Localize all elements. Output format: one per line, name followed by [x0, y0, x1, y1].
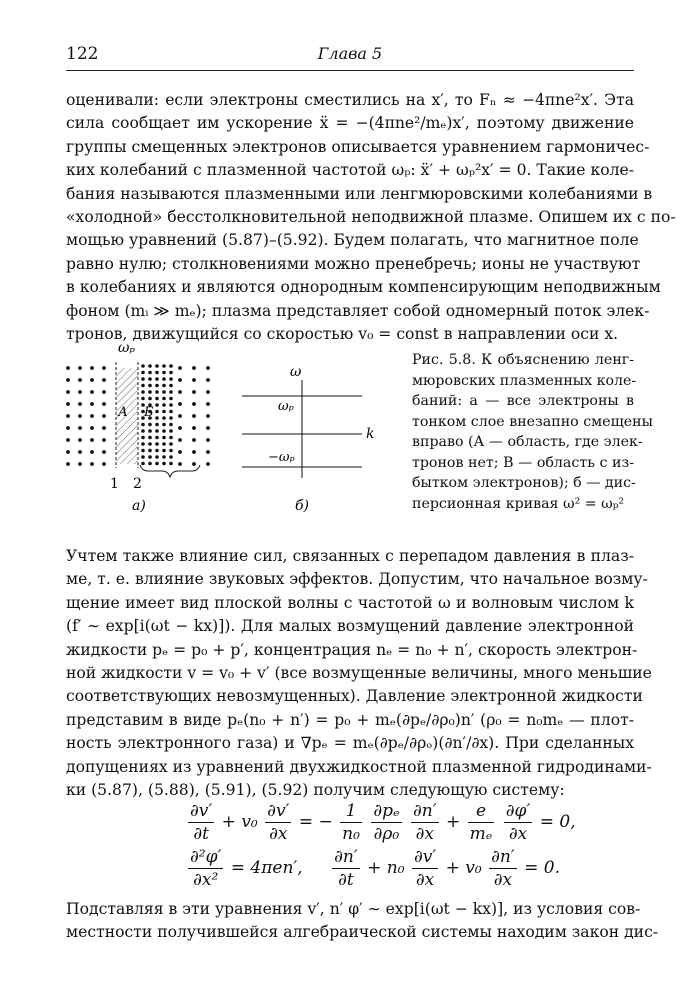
electron-dot — [192, 402, 196, 406]
electron-dot — [155, 449, 159, 453]
operator: + n₀ — [367, 858, 405, 878]
paragraph-2 — [66, 545, 652, 802]
electron-dot — [102, 366, 106, 370]
fraction — [188, 846, 223, 891]
electron-dot — [162, 436, 166, 440]
electron-dot — [102, 462, 106, 466]
electron-dot — [148, 397, 152, 401]
operator: = − — [298, 812, 333, 832]
electron-dot — [192, 462, 196, 466]
electron-dot — [90, 414, 94, 418]
electron-dot — [90, 366, 94, 370]
electron-dot — [141, 436, 145, 440]
electron-dot — [206, 450, 210, 454]
text-line: оценивали: если электроны сместились на x′, то Fₙ ≈ −4πne²x′. Эта — [66, 91, 634, 109]
text-line: Учтем также влияние сил, связанных с перепадом давления в плаз- — [66, 547, 634, 565]
paragraph-1 — [66, 89, 676, 346]
neg-omega-p-level: −ωₚ — [268, 450, 295, 465]
fraction — [468, 800, 495, 845]
electron-dot — [178, 402, 182, 406]
electron-dot — [192, 450, 196, 454]
text-line: в колебаниях и являются однородным компенсирующим неподвижным — [66, 278, 661, 297]
electron-dot — [162, 449, 166, 453]
electron-dot — [162, 416, 166, 420]
numerator: 1 — [340, 800, 362, 823]
electron-dot — [155, 462, 159, 466]
electron-dot — [90, 450, 94, 454]
electron-dot — [169, 416, 173, 420]
operator: + v₀ — [445, 858, 482, 878]
electron-dot — [155, 416, 159, 420]
caption-line: вправо (А — область, где элек- — [412, 434, 643, 450]
electron-dot — [148, 377, 152, 381]
electron-dot — [78, 378, 82, 382]
figure-5-8 — [60, 340, 390, 520]
text-line: ной жидкости v = v₀ + v′ (все возмущенные величины, много меньшие — [66, 664, 652, 683]
electron-dot — [206, 402, 210, 406]
electron-dots-right — [178, 366, 210, 466]
caption-line: мюровских плазменных коле- — [412, 372, 637, 389]
electron-dot — [78, 390, 82, 394]
electron-dot — [66, 378, 70, 382]
equation-2 — [186, 846, 560, 891]
text-line: мощью уравнений (5.87)–(5.92). Будем полагать, что магнитное поле — [66, 231, 639, 250]
fraction — [265, 800, 291, 845]
electron-dot — [169, 410, 173, 414]
electron-dot — [169, 364, 173, 368]
electron-dot — [78, 450, 82, 454]
electron-dot — [178, 378, 182, 382]
denominator: ∂t — [193, 824, 209, 844]
electron-dot — [141, 377, 145, 381]
electron-dot — [148, 364, 152, 368]
electron-dot — [192, 426, 196, 430]
electron-dot — [78, 414, 82, 418]
fraction — [412, 846, 438, 891]
electron-dot — [102, 390, 106, 394]
equation-1 — [186, 800, 576, 845]
electron-dot — [162, 429, 166, 433]
numerator: ∂n′ — [412, 801, 437, 821]
text-line: допущениях из уравнений двухжидкостной плазменной гидродинами- — [66, 757, 652, 776]
caption-line: персионная кривая ω² = ωₚ² — [412, 495, 625, 512]
electron-dot — [78, 366, 82, 370]
panel-b-label: б) — [295, 498, 310, 514]
electron-dot — [90, 462, 94, 466]
text-line: равно нулю; столкновениями можно пренебречь; ионы не участвуют — [66, 254, 641, 273]
fraction — [411, 800, 439, 845]
electron-dot — [155, 436, 159, 440]
brace — [140, 465, 200, 477]
electron-dot — [169, 397, 173, 401]
electron-dot — [102, 414, 106, 418]
fraction — [371, 800, 401, 845]
electron-dot — [169, 403, 173, 407]
electron-dot — [192, 390, 196, 394]
denominator: ∂x — [508, 824, 528, 844]
electron-dot — [141, 390, 145, 394]
electron-dot — [148, 384, 152, 388]
electron-dot — [169, 423, 173, 427]
electron-dot — [192, 438, 196, 442]
electron-dot — [78, 402, 82, 406]
electron-dot — [178, 462, 182, 466]
denominator: ∂t — [338, 870, 354, 890]
electron-dot — [66, 366, 70, 370]
mark-2: 2 — [133, 476, 142, 492]
electron-dot — [148, 371, 152, 375]
electron-dot — [178, 390, 182, 394]
electron-dot — [78, 462, 82, 466]
numerator: ∂n′ — [491, 847, 515, 867]
electron-dot — [162, 423, 166, 427]
electron-dot — [206, 462, 210, 466]
header-rule — [66, 70, 634, 71]
caption-line: бытком электронов); б — дис- — [412, 475, 636, 491]
electron-dot — [155, 390, 159, 394]
electron-dot — [141, 429, 145, 433]
electron-dot — [192, 366, 196, 370]
numerator: ∂pₑ — [373, 801, 400, 821]
denominator: ∂x — [493, 870, 513, 890]
electron-dot — [90, 438, 94, 442]
numerator: ∂v′ — [413, 847, 437, 867]
electron-dot — [155, 455, 159, 459]
electron-dot — [148, 442, 152, 446]
operator: + — [446, 812, 461, 832]
operator: = 0. — [524, 858, 560, 878]
text-line: местности получившейся алгебраической системы находим закон дис- — [66, 923, 659, 942]
electron-dot — [178, 438, 182, 442]
electron-dot — [192, 414, 196, 418]
caption-line: тронов нет; В — область с из- — [412, 454, 634, 471]
panel-a-label: а) — [132, 498, 146, 514]
electron-dot — [66, 414, 70, 418]
electron-dot — [169, 390, 173, 394]
electron-dot — [141, 364, 145, 368]
electron-dot — [178, 450, 182, 454]
numerator: ∂v′ — [267, 801, 290, 821]
electron-dot — [162, 364, 166, 368]
electron-dot — [148, 423, 152, 427]
electron-dot — [162, 462, 166, 466]
text-line: щение имеет вид плоской волны с частотой ω и волновым числом k — [66, 593, 634, 612]
electron-dot — [169, 442, 173, 446]
text-line: Подставляя в эти уравнения v′, n′ φ′ ∼ exp[i(ωt − kx)], из условия сов- — [66, 900, 641, 918]
denominator: mₑ — [469, 824, 493, 844]
omega-p-level: ωₚ — [278, 399, 294, 414]
electron-dot — [192, 378, 196, 382]
text-line: бания называются плазменными или ленгмюровскими колебаниями в — [66, 184, 653, 203]
electron-dot — [169, 455, 173, 459]
electron-dot — [206, 414, 210, 418]
denominator: ∂x — [415, 870, 435, 890]
text-line: жидкости pₑ = p₀ + p′, концентрация nₑ = n₀ + n′, скорость электрон- — [66, 640, 638, 659]
electron-dot — [148, 455, 152, 459]
electron-dot — [162, 397, 166, 401]
electron-dot — [155, 384, 159, 388]
electron-dot — [155, 403, 159, 407]
text-line: ме, т. е. влияние звуковых эффектов. Допустим, что начальное возму- — [66, 570, 648, 589]
numerator: ∂n′ — [334, 847, 358, 867]
text-line: представим в виде pₑ(n₀ + n′) = p₀ + mₑ(∂pₑ/∂ρ₀)n′ (ρ₀ = n₀mₑ — плот- — [66, 710, 634, 729]
electron-dot — [141, 462, 145, 466]
electron-dot — [90, 402, 94, 406]
electron-dot — [206, 366, 210, 370]
mark-1: 1 — [110, 476, 119, 492]
electron-dot — [162, 442, 166, 446]
electron-dot — [66, 402, 70, 406]
denominator: ∂x — [415, 824, 434, 844]
denominator: ∂x² — [193, 870, 219, 890]
electron-dot — [102, 426, 106, 430]
electron-dot — [162, 384, 166, 388]
caption-line: баний: а — все электроны в — [412, 393, 634, 409]
electron-dot — [155, 371, 159, 375]
electron-dot — [206, 390, 210, 394]
electron-dot — [169, 371, 173, 375]
text-line: «холодной» бесстолкновительной неподвижной плазме. Опишем их с по- — [66, 208, 676, 227]
electron-dot — [169, 449, 173, 453]
electron-dot — [162, 403, 166, 407]
electron-dot — [169, 436, 173, 440]
electron-dot — [155, 410, 159, 414]
page-header — [66, 44, 634, 68]
electron-dot — [178, 366, 182, 370]
electron-dot — [141, 371, 145, 375]
fraction — [332, 846, 360, 891]
fraction — [489, 846, 517, 891]
electron-dot — [78, 438, 82, 442]
electron-dot — [169, 429, 173, 433]
fraction — [504, 800, 533, 845]
electron-dot — [178, 426, 182, 430]
electron-dot — [102, 378, 106, 382]
chapter-title: Глава 5 — [317, 44, 383, 63]
operator: + v₀ — [221, 812, 258, 832]
operator: = 4πen′, — [230, 858, 303, 878]
electron-dot — [169, 384, 173, 388]
electron-dot — [148, 436, 152, 440]
electron-dot — [141, 442, 145, 446]
text-line: соответствующих невозмущенных). Давление электронной жидкости — [66, 687, 643, 706]
denominator: ∂ρ₀ — [373, 824, 400, 844]
fraction — [340, 800, 362, 845]
text-line: ность электронного газа) и ∇pₑ = mₑ(∂pₑ/∂ρₒ)(∂n′/∂x). При сделанных — [66, 734, 634, 753]
electron-dot — [206, 426, 210, 430]
electron-dot — [141, 455, 145, 459]
electron-dot — [155, 397, 159, 401]
k-axis-label: k — [366, 426, 375, 442]
electron-dot — [102, 450, 106, 454]
electron-dot — [90, 390, 94, 394]
electron-dots-left — [66, 366, 106, 466]
text-line: сила сообщает им ускорение ẍ = −(4πne²/mₑ)x′, поэтому движение — [66, 114, 634, 133]
text-line: ки (5.87), (5.88), (5.91), (5.92) получим следующую систему: — [66, 781, 565, 800]
caption-line: Рис. 5.8. К объяснению ленг- — [412, 352, 634, 368]
electron-dot — [148, 390, 152, 394]
electron-dot — [155, 423, 159, 427]
numerator: ∂φ′ — [505, 801, 531, 821]
electron-dot — [155, 429, 159, 433]
electron-dot — [90, 426, 94, 430]
numerator: ∂v′ — [190, 801, 213, 821]
electron-dot — [162, 377, 166, 381]
numerator: e — [468, 800, 495, 823]
electron-dot — [78, 426, 82, 430]
omega-p-label: ωₚ — [118, 340, 136, 356]
electron-dot — [155, 442, 159, 446]
numerator: ∂²φ′ — [190, 847, 222, 867]
electron-dot — [162, 390, 166, 394]
figure-caption — [412, 350, 653, 514]
text-line: группы смещенных электронов описывается уравнением гармоничес- — [66, 137, 650, 156]
electron-dot — [162, 371, 166, 375]
region-b-label: Б — [144, 405, 154, 420]
electron-dot — [178, 414, 182, 418]
electron-dot — [141, 423, 145, 427]
electron-dot — [141, 384, 145, 388]
electron-dot — [66, 462, 70, 466]
region-a-label: А — [118, 405, 128, 420]
electron-dot — [66, 438, 70, 442]
denominator: n₀ — [342, 824, 360, 844]
electron-dot — [141, 397, 145, 401]
electron-dot — [155, 364, 159, 368]
electron-dot — [162, 410, 166, 414]
omega-axis-label: ω — [290, 364, 302, 380]
page-number: 122 — [66, 44, 99, 64]
electron-dot — [169, 377, 173, 381]
text-line: ких колебаний с плазменной частотой ωₚ: ẍ′ + ωₚ²x′ = 0. Такие коле- — [66, 161, 634, 180]
electron-dot — [141, 449, 145, 453]
electron-dot — [148, 449, 152, 453]
electron-dot — [162, 455, 166, 459]
electron-dot — [148, 429, 152, 433]
paragraph-3 — [66, 898, 659, 945]
electron-dot — [169, 462, 173, 466]
electron-dot — [66, 450, 70, 454]
text-line: (f′ ∼ exp[i(ωt − kx)]). Для малых возмущений давление электронной — [66, 617, 634, 636]
electron-dot — [66, 426, 70, 430]
electron-dot — [206, 438, 210, 442]
text-line: тронов, движущийся со скоростью v₀ = const в направлении оси x. — [66, 325, 619, 344]
electron-dot — [206, 378, 210, 382]
operator: = 0, — [539, 812, 576, 832]
electron-dot — [102, 438, 106, 442]
fraction — [188, 800, 214, 845]
electron-dot — [148, 462, 152, 466]
electron-dot — [102, 402, 106, 406]
denominator: ∂x — [269, 824, 288, 844]
electron-dot — [66, 390, 70, 394]
electron-dot — [155, 377, 159, 381]
caption-line: тонком слое внезапно смещены — [412, 413, 653, 430]
text-line: фоном (mᵢ ≫ mₑ); плазма представляет собой одномерный поток элек- — [66, 301, 650, 320]
electron-dot — [90, 378, 94, 382]
